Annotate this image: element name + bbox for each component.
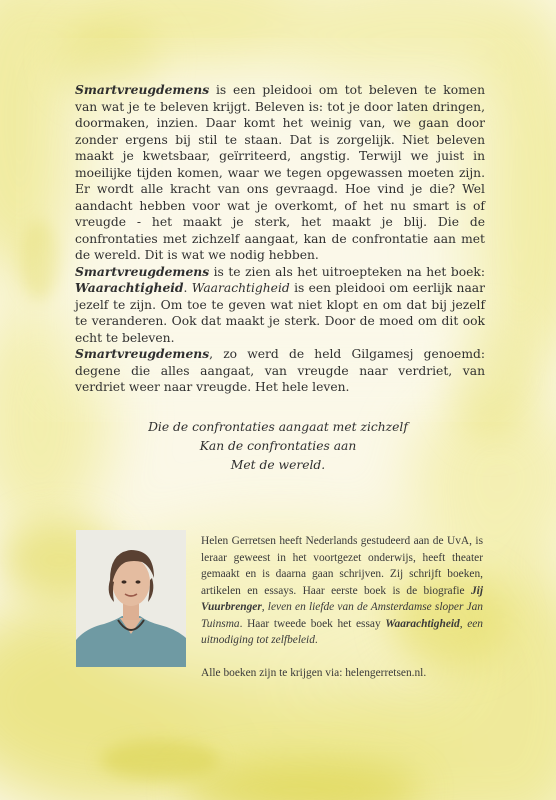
book-title-emphasis: Smartvreugdemens [75, 346, 210, 361]
quote-line-1: Die de confrontaties aangaat met zichzelf [148, 420, 408, 434]
blurb-paragraph-1: Smartvreugdemens is een pleidooi om tot beleven te komen van wat je te beleven krijgt. Beleven is: tot je door laten dringen, doormaken, inzien. Daar komt het weinig van, we gaan door zonder ergens bij stil te staan. Dat is zorgelijk. Niet beleven maakt je kwetsbaar, geïrriteerd, angstig. Terwijl we juist in moeilijke tijden komen, waar we tegen opgewassen moeten zijn. Er wordt alle kracht van ons gevraagd. Hoe vind je die? Wel aandacht hebben voor wat je overkomt, of het nu smart is of vreugde - het maakt je sterk, het maakt je blij. Die de confrontaties met zichzelf aangaat, kan de confrontatie aan met de wereld. Dit is wat we nodig hebben. [75, 82, 485, 262]
book-title-italic: Waarachtigheid [191, 281, 290, 295]
availability-note: Alle boeken zijn te krijgen via: helengerretsen.nl. [201, 666, 427, 679]
blurb-paragraph-2: Smartvreugdemens is te zien als het uitroepteken na het boek: Waarachtigheid. Waarachtigheid is een pleidooi om eerlijk naar jezelf te zijn. Om toe te geven wat niet klopt en om dat bij jezelf te veranderen. Ook dat maakt je sterk. Door de moed om dit ook echt te beleven. [75, 263, 485, 345]
author-bio [201, 533, 483, 681]
quote-line-3: Met de wereld. [230, 458, 326, 472]
book-title-emphasis: Jij Vuurbrenger [201, 584, 483, 613]
book-title-emphasis: Smartvreugdemens [75, 263, 210, 279]
quote-line-2: Kan de confrontaties aan [199, 439, 357, 453]
author-bio-paragraph: Helen Gerretsen heeft Nederlands gestudeerd aan de UvA, is leraar geweest in het voortgezet onderwijs, heeft theater gemaakt en is daarna gaan schrijven. Zij schrijft boeken, artikelen en essays. Haar eerste boek is de biografie Jij Vuurbrenger, leven en liefde van de Amsterdamse sloper Jan Tuinsma. Haar tweede boek het essay Waarachtigheid, een uitnodiging tot zelfbeleid. [201, 535, 483, 646]
pull-quote [0, 418, 556, 475]
book-title-emphasis: Waarachtigheid [385, 617, 460, 630]
author-photo [76, 530, 186, 667]
book-title-emphasis: Waarachtigheid [75, 280, 184, 295]
blurb-text [75, 82, 485, 396]
blurb-paragraph-3: Smartvreugdemens, zo werd de held Gilgamesj genoemd: degene die alles aangaat, van vreugde naar verdriet, van verdriet weer naar vreugde. Het hele leven. [75, 346, 485, 394]
book-title-emphasis: Smartvreugdemens [75, 82, 210, 97]
